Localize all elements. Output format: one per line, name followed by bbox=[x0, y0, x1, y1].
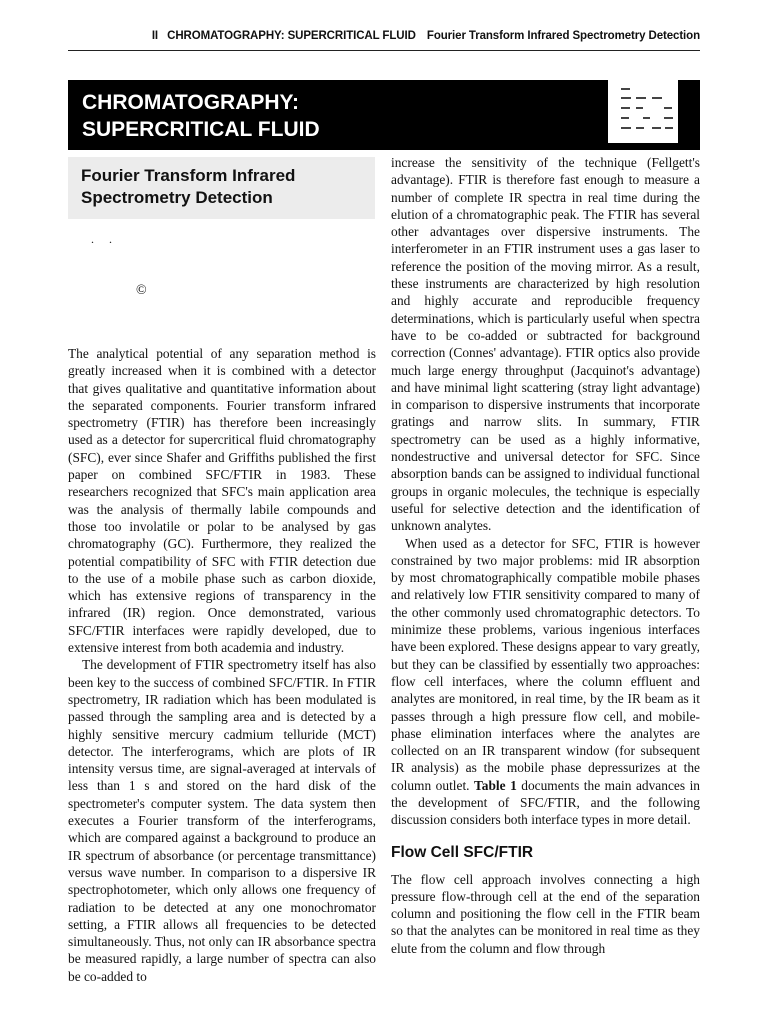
copyright-mark: © bbox=[136, 283, 147, 298]
running-head-topic: Fourier Transform Infrared Spectrometry Detection bbox=[426, 30, 700, 42]
banner-title: CHROMATOGRAPHY: SUPERCRITICAL FLUID bbox=[82, 91, 320, 141]
article-title-box bbox=[68, 157, 375, 219]
interfaces-text-end: documents the main advances in the development of SFC/FTIR, and the following discussion considers both interface types in more detail. bbox=[391, 777, 700, 828]
ftir-advantages-paragraph: increase the sensitivity of the technique (Fellgett's advantage). FTIR is therefore fast enough to measure a number of complete IR spectra in real time during the elution of a chromatographic peak. The FTIR has several other advantages over dispersive instruments. The interferometer in an FTIR instrument uses a gas laser to reference the position of the moving mirror. As a result, these instruments are characterized by high resolution and highly accurate and reproducible frequency determinations, which is particularly useful when spectra have to be co-added or subtracted for background correction (Connes' advantage). FTIR optics also provide much large energy throughput (Jacquinot's advantage) and have minimal light scattering (stray light advantage) in comparison to dispersive instruments that incorporate gratings and narrow slits. In summary, FTIR spectrometry can be used as a highly informative, nondestructive and universal detector for SFC. Since absorption bands can be assigned to individual functional groups in organic molecules, the technique is especially useful for selective detection and the identification of unknown analytes. bbox=[391, 155, 700, 534]
right-column bbox=[391, 154, 700, 957]
interfaces-paragraph bbox=[391, 535, 700, 829]
ftir-development-paragraph: The development of FTIR spectrometry itself has also been key to the success of combined SFC/FTIR. In FTIR spectrometry, IR radiation which has been modulated is passed through the sampling area and is detected by a highly sensitive mercury cadmium telluride (MCT) detector. The interferograms, which are plots of IR intensity versus time, are signal-averaged at intervals of less than 1 s and stored on the hard disk of the spectrometer's computer system. The data system then executes a Fourier transform of the interferograms, which are compared against a background to produce an IR spectrum of absorbance (or percentage transmittance) versus wave number. In comparison to a dispersive IR spectrophotometer, which only allows one frequency of radiation to be detected at any one monochromator setting, a FTIR allows all frequencies to be detected simultaneously. Thus, not only can IR absorbance spectra be measured rapidly, a large number of spectra can also be co-added to bbox=[68, 657, 376, 984]
intro-paragraph: The analytical potential of any separation method is greatly increased when it is combined with a detector that gives qualitative and quantitative information about the separated components. Fourier transform infrared spectrometry (FTIR) has therefore been increasingly used as a detector for supercritical fluid chromatography (SFC), ever since Shafer and Griffiths published the first paper on combined SFC/FTIR in 1983. These researchers recognized that SFC's main application area was the analysis of thermally labile compounds and those too involatile or polar to be analysed by gas chromatography (GC). Furthermore, they realized the potential compatibility of SFC with FTIR detection due to the use of a mobile phase such as carbon dioxide, which has extensive regions of transparency in the infrared (IR) region. Once demonstrated, various SFC/FTIR interfaces were rapidly developed, due to extensive interest from both academia and industry. bbox=[68, 346, 376, 656]
section-heading-flow-cell: Flow Cell SFC/FTIR bbox=[391, 843, 534, 861]
running-head bbox=[68, 30, 700, 42]
table-reference[interactable]: Table 1 bbox=[474, 777, 517, 793]
running-head-page: II bbox=[151, 30, 159, 42]
section-banner bbox=[68, 80, 700, 150]
header-rule bbox=[68, 50, 700, 51]
left-column bbox=[68, 345, 376, 985]
flow-cell-paragraph: The flow cell approach involves connecting a high pressure flow-through cell at the end of the separation column and positioning the flow cell in the FTIR beam so that the analytes can be monitored in real time as they elute from the column and flow through bbox=[391, 871, 700, 956]
chromatogram-logo-icon bbox=[608, 80, 678, 143]
interfaces-text: When used as a detector for SFC, FTIR is however constrained by two major problems: mid IR absorption by most chromatographically compatible mobile phases and relatively low FTIR sensitivity compared to many of the other commonly used chromatographic detectors. To minimize these problems, various ingenious interfaces have been explored. These designs appear to vary greatly, but they can be classified by essentially two approaches: flow cell interfaces, where the column effluent and analytes are monitored, in real time, by the IR beam as it passes through a high pressure flow cell, and mobile-phase elimination interfaces where the analytes are collected on an IR transparent window (for subsequent IR analysis) as the mobile phase depressurizes at the column outlet. bbox=[391, 535, 700, 793]
article-title: Fourier Transform Infrared Spectrometry Detection bbox=[81, 166, 296, 207]
running-head-section: CHROMATOGRAPHY: SUPERCRITICAL FLUID bbox=[167, 30, 416, 42]
author-placeholder: . . bbox=[91, 232, 118, 246]
